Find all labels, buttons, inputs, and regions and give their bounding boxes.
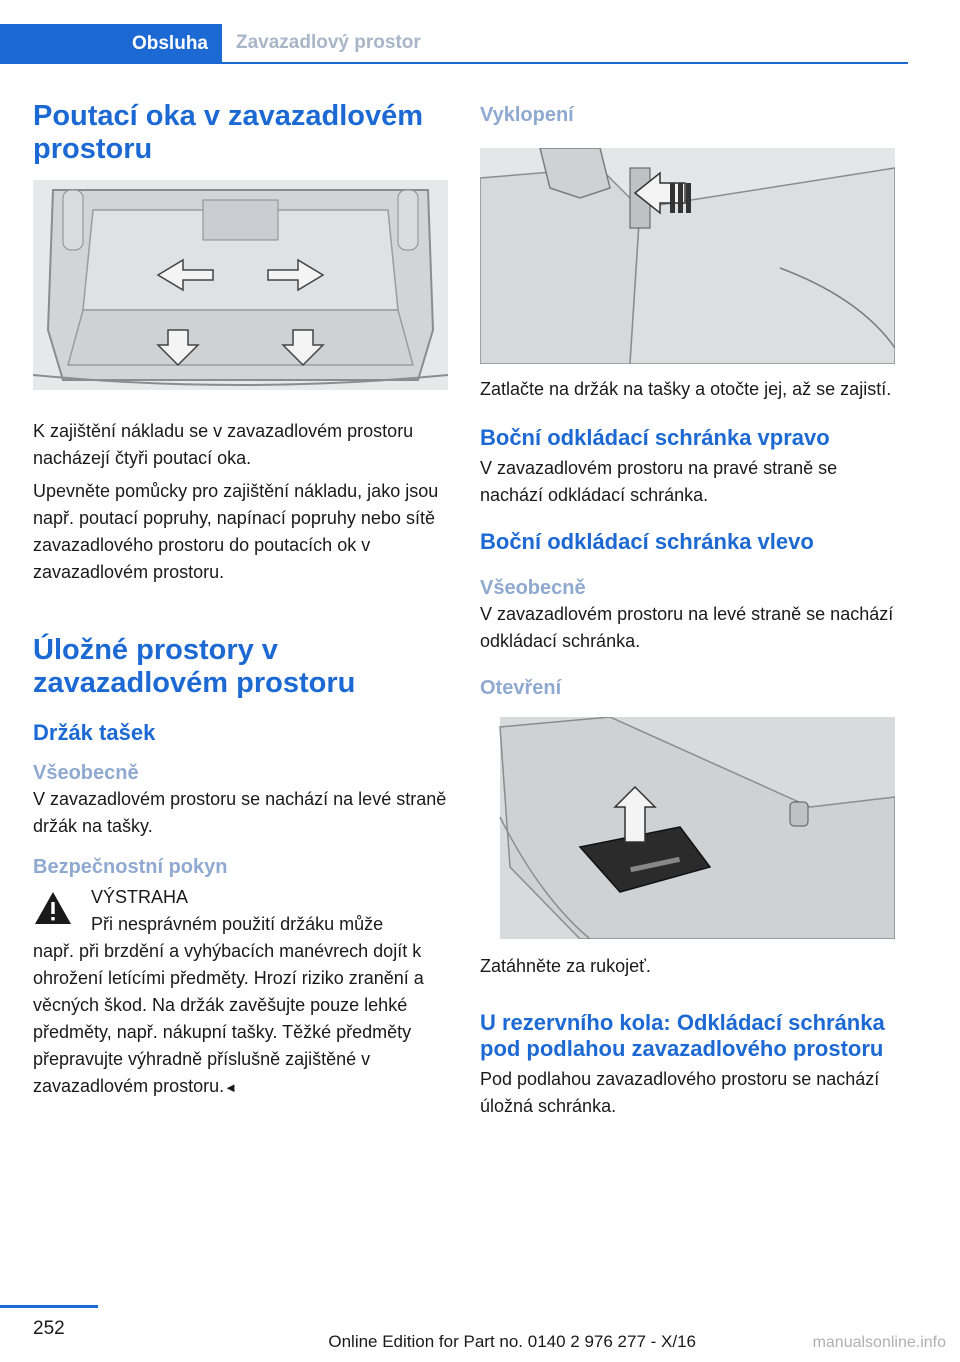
watermark: manualsonline.info [812,1334,946,1351]
paragraph-tie-down-count: K zajištění nákladu se v zavazadlovém prostoru nacházejí čtyři poutací oka. [33,421,414,468]
heading-open: Otevření [480,677,562,699]
paragraph-bag-holder: V zavazadlovém prostoru se nachází na levé straně držák na tašky. [33,789,447,836]
trunk-tie-down-figure [33,180,448,390]
warning-text-body: např. při brzdění a vyhýbacích manévrech dojít k ohrožení letícími předměty. Hrozí riziko zranění a věcných škod. Na držák zavěšujte pouze lehké předměty, např. nákupní tašky. Těžké předměty přepravujte výhradně příslušně zajištěné v zavazadlovém prostoru. [33,941,424,1096]
left-column [33,100,448,1101]
heading-bag-holder: Držák tašek [33,720,156,745]
title-storage-compartments: Úložné prostory v zavazadlovém prostoru [33,634,356,699]
paragraph-spare-wheel: Pod podlahou zavazadlového prostoru se nachází úložná schránka. [480,1069,880,1116]
section-tab: Zavazadlový prostor [222,24,908,64]
heading-tilt: Vyklopení [480,104,574,126]
paragraph-open: Zatáhněte za rukojeť. [480,956,651,976]
paragraph-tilt: Zatlačte na držák na tašky a otočte jej, až se zajistí. [480,379,892,399]
footer-edition: Online Edition for Part no. 0140 2 976 277 - X/16 [328,1332,696,1351]
heading-spare-wheel: U rezervního kola: Odkládací schránka pod podlahou zavazadlového prostoru [480,1010,885,1061]
warning-text [33,938,448,1101]
heading-general-left: Všeobecně [33,762,139,784]
paragraph-left-side-box: V zavazadlovém prostoru na levé straně se nachází odkládací schránka. [480,604,894,651]
paragraph-tie-down-usage: Upevněte pomůcky pro zajištění nákladu, jako jsou např. poutací popruhy, napínací popruhy nebo sítě zavazadlového prostoru do poutacích ok v zavazadlovém prostoru. [33,481,439,582]
title-tie-down-eyes: Poutací oka v zavazadlovém prostoru [33,100,424,165]
warning-triangle-icon [33,890,73,926]
warning-text-first-line: Při nesprávném použití držáku může [91,914,384,934]
heading-general-right: Všeobecně [480,577,586,599]
paragraph-right-side-box: V zavazadlovém prostoru na pravé straně se nachází odkládací schránka. [480,458,838,505]
heading-safety-note: Bezpečnostní pokyn [33,856,228,878]
storage-box-figure [480,717,895,939]
warning-label: VÝSTRAHA [91,887,189,907]
chapter-tab: Obsluha [0,24,222,64]
page-number: 252 [33,1318,65,1339]
heading-left-side-box: Boční odkládací schránka vlevo [480,529,814,554]
heading-right-side-box: Boční odkládací schránka vpravo [480,425,830,450]
bag-holder-figure [480,148,895,364]
warning-block [33,884,448,938]
page-header [0,24,960,64]
end-mark: ◄ [224,1080,237,1095]
footer-accent-line [0,1305,98,1308]
right-column [480,102,895,1120]
